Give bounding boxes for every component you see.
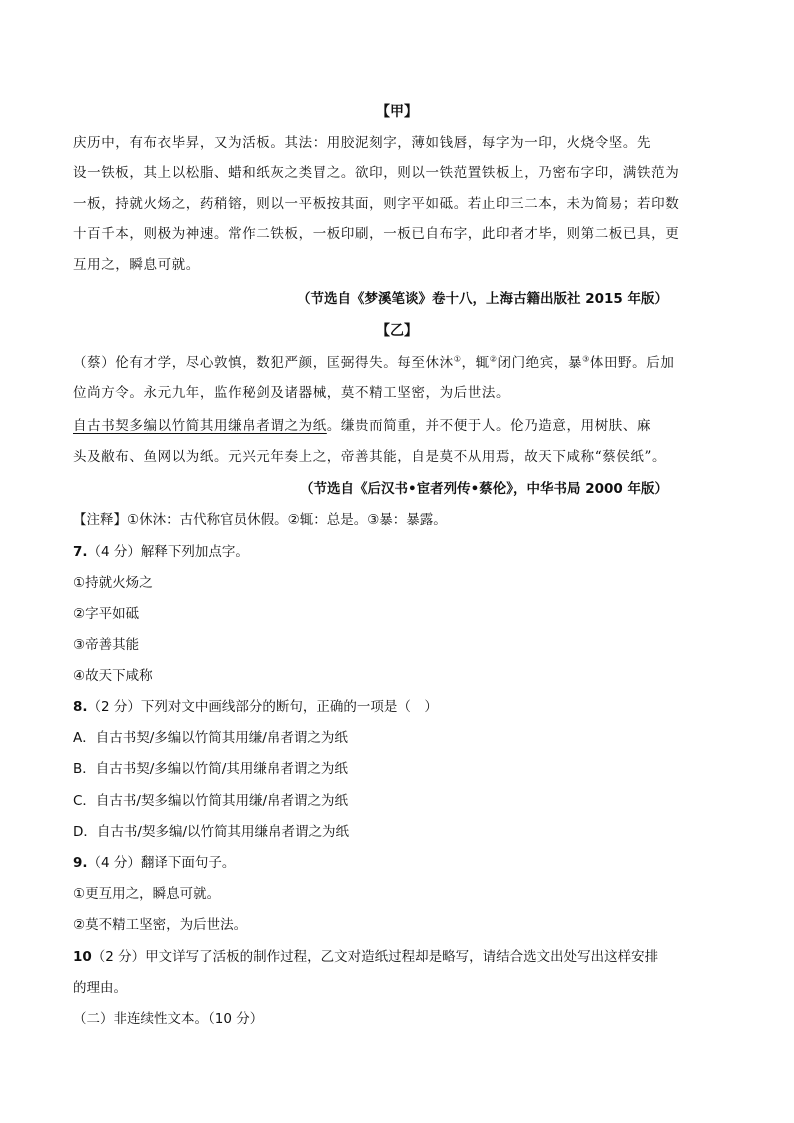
footnote-marker: ①	[453, 354, 462, 364]
passage-jia-line: 互用之，瞬息可就。	[73, 257, 200, 273]
passage-jia-line: 十百千本，则极为神速。常作二铁板，一板印刷，一板已自布字，此印者才毕，则第二板已具，更	[73, 226, 680, 242]
question-8: 8.（2 分）下列对文中画线部分的断句，正确的一项是（ ）	[73, 699, 438, 715]
footnote-marker: ②	[489, 354, 498, 364]
passage-yi-line: （蔡）伦有才学，尽心敦慎，数犯严颜，匡弼得失。每至休沐①，辄②闭门绝宾，暴③体田野。后加	[73, 354, 675, 371]
passage-yi-source: （节选自《后汉书•宦者列传•蔡伦》，中华书局 2000 年版）	[300, 481, 668, 497]
question-8-option-b[interactable]: B．自古书契/多编以竹简/其用缣帛者谓之为纸	[73, 761, 348, 777]
question-8-option-c[interactable]: C．自古书/契多编以竹简其用缣/帛者谓之为纸	[73, 793, 349, 809]
question-7-item: ④故天下咸称	[73, 668, 153, 684]
passage-yi-line: 位尚方令。永元九年，监作秘剑及诸器械，莫不精工坚密，为后世法。	[73, 385, 511, 401]
passage-jia-title: 【甲】	[376, 104, 418, 120]
question-9: 9.（4 分）翻译下面句子。	[73, 855, 236, 871]
question-8-option-a[interactable]: A．自古书契/多编以竹简其用缣/帛者谓之为纸	[73, 730, 348, 746]
question-9-item: ②莫不精工坚密，为后世法。	[73, 917, 248, 933]
question-9-item: ①更互用之，瞬息可就。	[73, 886, 221, 902]
passage-jia-line: 一板，持就火炀之，药稍镕，则以一平板按其面，则字平如砥。若止印三二本，未为简易；若印数	[73, 196, 680, 212]
footnote-marker: ③	[582, 354, 590, 364]
passage-jia-source: （节选自《梦溪笔谈》卷十八，上海古籍出版社 2015 年版）	[297, 291, 668, 307]
question-7-item: ②字平如砥	[73, 606, 140, 622]
question-7-item: ①持就火炀之	[73, 575, 153, 591]
question-7: 7.（4 分）解释下列加点字。	[73, 544, 249, 560]
passage-jia-line: 庆历中，有布衣毕昇，又为活板。其法：用胶泥刻字，薄如钱唇，每字为一印，火烧令坚。先	[73, 135, 652, 151]
question-8-option-d[interactable]: D．自古书/契多编/以竹简其用缣帛者谓之为纸	[73, 824, 349, 840]
passage-yi-line: 头及敝布、鱼网以为纸。元兴元年奏上之，帝善其能，自是莫不从用焉，故天下咸称“蔡侯纸”。	[73, 449, 667, 465]
passage-yi-title: 【乙】	[376, 323, 418, 339]
question-7-item: ③帝善其能	[73, 637, 140, 653]
question-10-continued: 的理由。	[73, 980, 127, 996]
question-10: 10（2 分）甲文详写了活板的制作过程，乙文对造纸过程却是略写，请结合选文出处写出这样安排	[73, 949, 659, 965]
passage-jia-line: 设一铁板，其上以松脂、蜡和纸灰之类冒之。欲印，则以一铁范置铁板上，乃密布字印，满铁范为	[73, 165, 680, 181]
underlined-sentence: 自古书契多编以竹简其用缣帛者谓之为纸	[73, 418, 327, 434]
section-heading: （二）非连续性文本。（10 分）	[73, 1011, 264, 1027]
passage-yi-line: 自古书契多编以竹简其用缣帛者谓之为纸。缣贵而简重，并不便于人。伦乃造意，用树肤、麻	[73, 418, 652, 434]
annotation-note: 【注释】①休沐：古代称官员休假。②辄：总是。③暴：暴露。	[73, 512, 447, 528]
